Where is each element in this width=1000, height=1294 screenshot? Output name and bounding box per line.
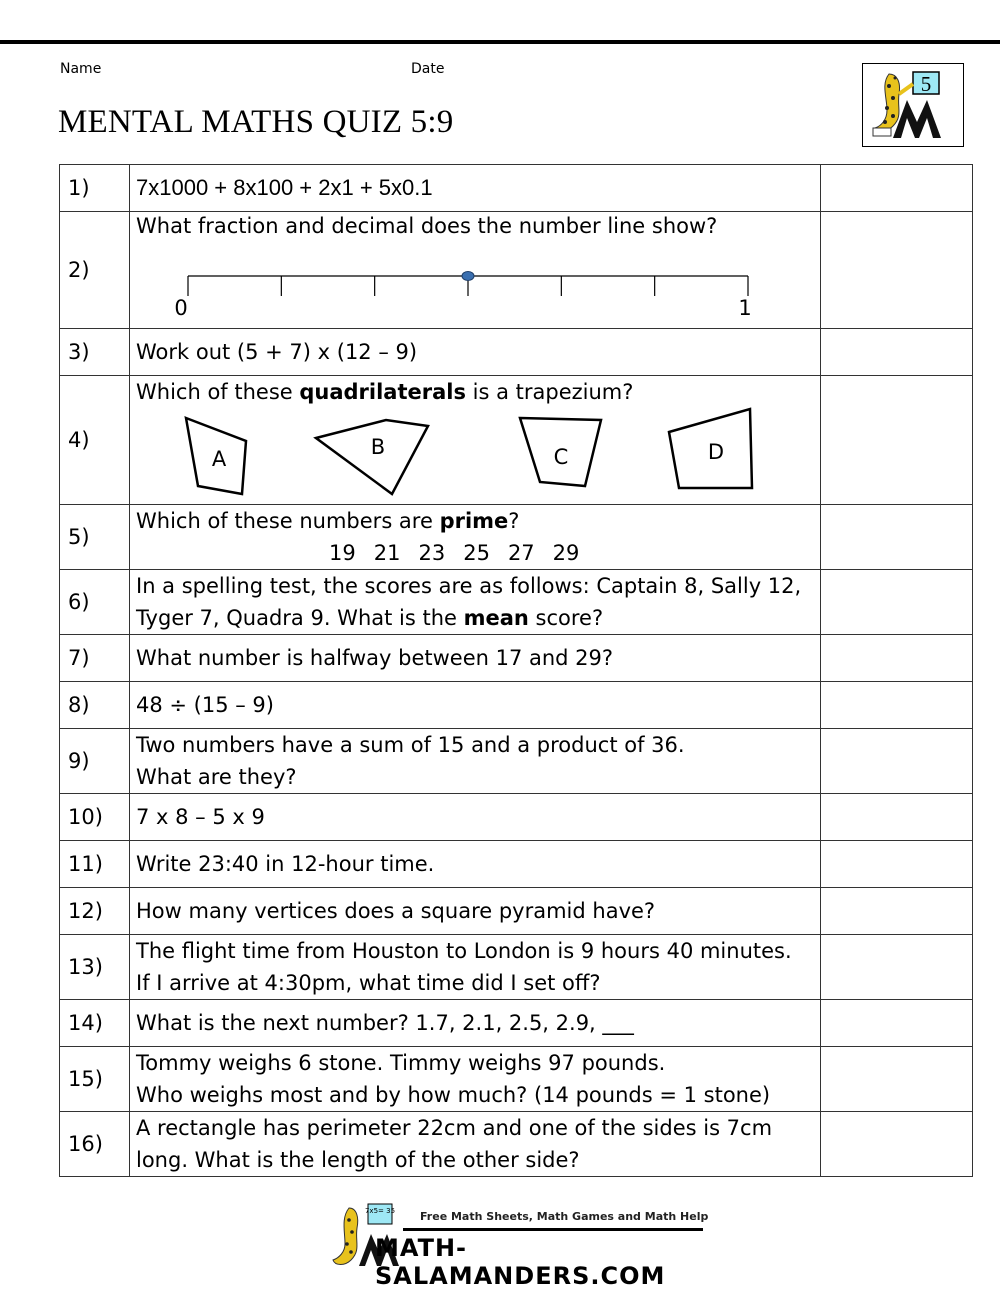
shape-label-c: C xyxy=(553,445,569,469)
page-title: MENTAL MATHS QUIZ 5:9 xyxy=(58,104,454,140)
question-row-12 xyxy=(60,888,973,935)
answer-cell[interactable] xyxy=(821,1112,973,1177)
question-row-3 xyxy=(60,329,973,376)
footer-badge-text: 7x5= 35 xyxy=(364,1207,396,1215)
question-number: 8) xyxy=(60,682,130,729)
question-text: What fraction and decimal does the number line show? xyxy=(136,214,718,238)
answer-cell[interactable] xyxy=(821,212,973,329)
question-text-line2: Tyger 7, Quadra 9. What is the mean score? xyxy=(136,606,604,630)
question-number: 6) xyxy=(60,570,130,635)
answer-cell[interactable] xyxy=(821,841,973,888)
answer-cell[interactable] xyxy=(821,794,973,841)
question-text: What number is halfway between 17 and 29? xyxy=(136,646,614,670)
question-row-1 xyxy=(60,165,973,212)
date-label: Date xyxy=(411,61,445,77)
answer-cell[interactable] xyxy=(821,570,973,635)
top-rule xyxy=(0,40,1000,44)
logo-grade-badge: 5 xyxy=(920,72,932,96)
question-text: 48 ÷ (15 – 9) xyxy=(136,693,274,717)
option-number: 19 xyxy=(329,541,356,565)
number-line-start-label: 0 xyxy=(174,296,188,320)
question-text-line2: If I arrive at 4:30pm, what time did I set off? xyxy=(136,971,601,995)
question-row-2 xyxy=(60,212,973,329)
question-text-line1: In a spelling test, the scores are as follows: Captain 8, Sally 12, xyxy=(136,574,802,598)
question-text-line1: The flight time from Houston to London is 9 hours 40 minutes. xyxy=(136,939,792,963)
question-text: What is the next number? 1.7, 2.1, 2.5, 2.9, ___ xyxy=(136,1011,634,1035)
shape-label-a: A xyxy=(211,447,227,471)
prime-options xyxy=(136,537,820,569)
question-number: 15) xyxy=(60,1047,130,1112)
question-text: 7 x 8 – 5 x 9 xyxy=(136,805,265,829)
answer-cell[interactable] xyxy=(821,165,973,212)
question-row-9 xyxy=(60,729,973,794)
question-text-line2: Who weighs most and by how much? (14 pounds = 1 stone) xyxy=(136,1083,771,1107)
question-number: 7) xyxy=(60,635,130,682)
question-number: 1) xyxy=(60,165,130,212)
salamander-logo xyxy=(862,63,964,147)
question-row-11 xyxy=(60,841,973,888)
question-text-line1: Tommy weighs 6 stone. Timmy weighs 97 pounds. xyxy=(136,1051,666,1075)
question-text-line2: What are they? xyxy=(136,765,297,789)
footer-site-name: MATH-SALAMANDERS.COM xyxy=(375,1234,666,1290)
question-text: 7x1000 + 8x100 + 2x1 + 5x0.1 xyxy=(136,175,433,200)
question-row-15 xyxy=(60,1047,973,1112)
answer-cell[interactable] xyxy=(821,329,973,376)
question-text-line1: Two numbers have a sum of 15 and a product of 36. xyxy=(136,733,685,757)
question-number: 16) xyxy=(60,1112,130,1177)
question-number: 11) xyxy=(60,841,130,888)
question-number: 12) xyxy=(60,888,130,935)
question-number: 3) xyxy=(60,329,130,376)
answer-cell[interactable] xyxy=(821,888,973,935)
question-row-8 xyxy=(60,682,973,729)
question-text-line2: long. What is the length of the other side? xyxy=(136,1148,580,1172)
question-row-10 xyxy=(60,794,973,841)
shape-label-d: D xyxy=(707,440,725,464)
answer-cell[interactable] xyxy=(821,505,973,570)
question-row-5 xyxy=(60,505,973,570)
question-row-16 xyxy=(60,1112,973,1177)
answer-cell[interactable] xyxy=(821,1047,973,1112)
number-line-end-label: 1 xyxy=(738,296,752,320)
question-number: 9) xyxy=(60,729,130,794)
question-text: Which of these quadrilaterals is a trapezium? xyxy=(136,380,634,404)
question-row-6 xyxy=(60,570,973,635)
question-number: 2) xyxy=(60,212,130,329)
question-number: 13) xyxy=(60,935,130,1000)
number-line-marker xyxy=(462,272,474,281)
answer-cell[interactable] xyxy=(821,1000,973,1047)
option-number: 27 xyxy=(507,541,535,565)
question-row-14 xyxy=(60,1000,973,1047)
question-number: 10) xyxy=(60,794,130,841)
question-text: Write 23:40 in 12-hour time. xyxy=(136,852,435,876)
option-number: 25 xyxy=(463,541,490,565)
footer-tagline: Free Math Sheets, Math Games and Math Help xyxy=(420,1210,709,1223)
option-number: 29 xyxy=(552,541,580,565)
answer-cell[interactable] xyxy=(821,635,973,682)
quiz-table xyxy=(59,164,973,1177)
answer-cell[interactable] xyxy=(821,376,973,505)
question-text: Work out (5 + 7) x (12 – 9) xyxy=(136,340,418,364)
question-text: Which of these numbers are prime? xyxy=(136,509,520,533)
footer-rule xyxy=(403,1228,703,1231)
question-number: 14) xyxy=(60,1000,130,1047)
quadrilateral-shapes xyxy=(136,376,821,504)
name-label: Name xyxy=(60,61,102,77)
question-row-4 xyxy=(60,376,973,505)
answer-cell[interactable] xyxy=(821,935,973,1000)
question-text-line1: A rectangle has perimeter 22cm and one of the sides is 7cm xyxy=(136,1116,773,1140)
question-text: How many vertices does a square pyramid have? xyxy=(136,899,656,923)
question-row-7 xyxy=(60,635,973,682)
option-number: 23 xyxy=(418,541,446,565)
question-number: 5) xyxy=(60,505,130,570)
shape-label-b: B xyxy=(370,435,386,459)
answer-cell[interactable] xyxy=(821,729,973,794)
question-row-13 xyxy=(60,935,973,1000)
question-number: 4) xyxy=(60,376,130,505)
option-number: 21 xyxy=(373,541,401,565)
answer-cell[interactable] xyxy=(821,682,973,729)
number-line xyxy=(136,212,821,328)
footer-logo xyxy=(325,1200,710,1290)
